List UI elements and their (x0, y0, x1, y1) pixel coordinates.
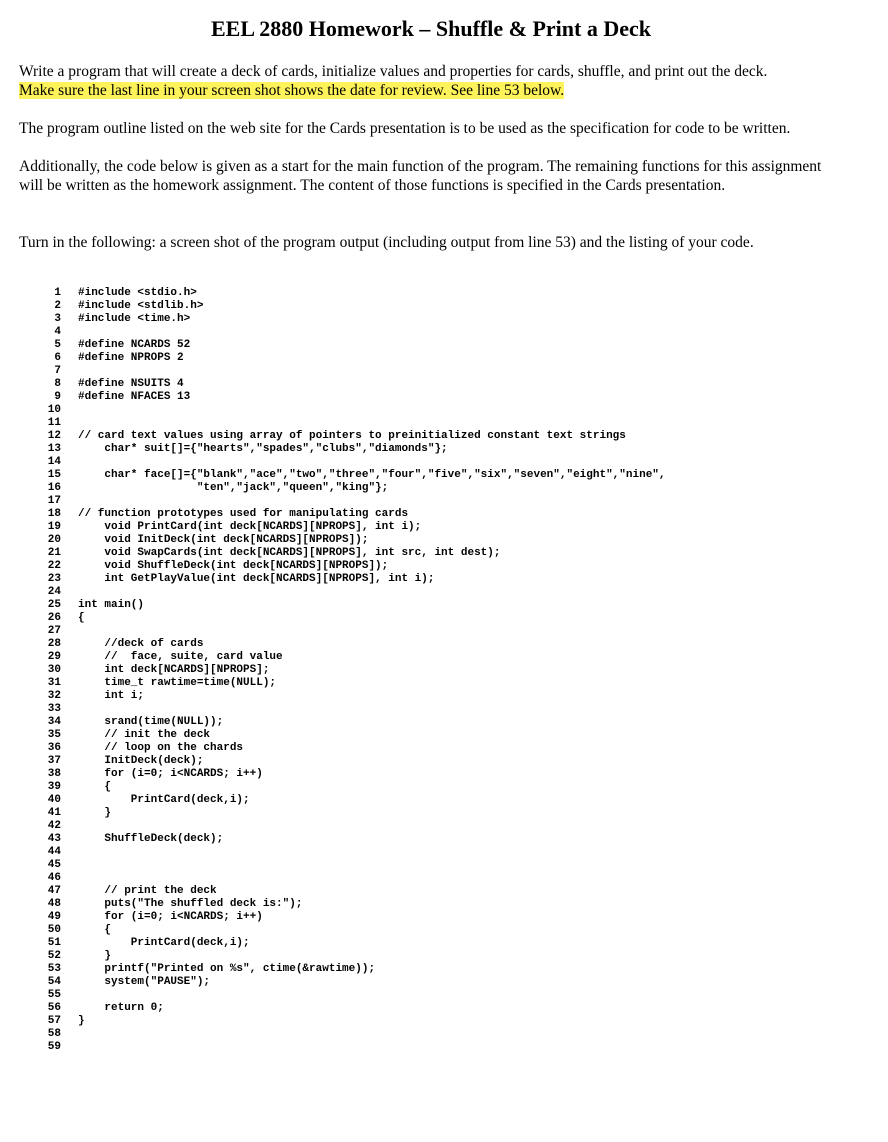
code-text: for (i=0; i<NCARDS; i++) (78, 768, 263, 780)
code-line (0, 313, 880, 326)
code-line (0, 820, 880, 833)
code-line (0, 794, 880, 807)
code-line (0, 482, 880, 495)
code-line (0, 430, 880, 443)
code-text: char* suit[]={"hearts","spades","clubs","diamonds"}; (78, 443, 448, 455)
code-line (0, 287, 880, 300)
line-number: 57 (47, 1015, 61, 1027)
code-text: int main() (78, 599, 145, 611)
code-line (0, 365, 880, 378)
code-line (0, 391, 880, 404)
line-number: 32 (47, 690, 61, 702)
line-number: 39 (47, 781, 61, 793)
code-text: srand(time(NULL)); (78, 716, 224, 728)
code-line (0, 846, 880, 859)
line-number: 49 (47, 911, 61, 923)
line-number: 13 (47, 443, 61, 455)
code-line (0, 781, 880, 794)
line-number: 45 (47, 859, 61, 871)
line-number: 5 (54, 339, 61, 351)
line-number: 53 (47, 963, 61, 975)
code-text: { (78, 924, 112, 936)
code-line (0, 1041, 880, 1054)
code-text: #define NPROPS 2 (78, 352, 184, 364)
additional-paragraph: Additionally, the code below is given as a start for the main function of the program. The remaining functions for this assignment will be written as the homework assignment. The content of those functions is specified in the Cards presentation. (19, 158, 822, 194)
code-line (0, 703, 880, 716)
code-text: // loop on the chards (78, 742, 244, 754)
page-title: EEL 2880 Homework – Shuffle & Print a Deck (211, 16, 651, 41)
line-number: 26 (47, 612, 61, 624)
line-number: 18 (47, 508, 61, 520)
line-number: 31 (47, 677, 61, 689)
turnin-paragraph: Turn in the following: a screen shot of the program output (including output from line 53) and the listing of your code. (19, 234, 754, 251)
line-number: 50 (47, 924, 61, 936)
code-line (0, 573, 880, 586)
code-line (0, 859, 880, 872)
line-number: 30 (47, 664, 61, 676)
code-listing (0, 287, 880, 1054)
code-line (0, 677, 880, 690)
code-text: void ShuffleDeck(int deck[NCARDS][NPROPS]); (78, 560, 389, 572)
code-text: // print the deck (78, 885, 217, 897)
code-line (0, 976, 880, 989)
line-number: 48 (47, 898, 61, 910)
line-number: 46 (47, 872, 61, 884)
line-number: 19 (47, 521, 61, 533)
line-number: 11 (47, 417, 61, 429)
code-text: } (78, 807, 112, 819)
line-number: 36 (47, 742, 61, 754)
code-text: PrintCard(deck,i); (78, 794, 250, 806)
intro-paragraph (19, 62, 849, 100)
code-text: #define NFACES 13 (78, 391, 191, 403)
line-number: 16 (47, 482, 61, 494)
line-number: 43 (47, 833, 61, 845)
line-number: 33 (47, 703, 61, 715)
line-number: 8 (54, 378, 61, 390)
code-text: PrintCard(deck,i); (78, 937, 250, 949)
code-line (0, 963, 880, 976)
line-number: 27 (47, 625, 61, 637)
code-line (0, 872, 880, 885)
line-number: 38 (47, 768, 61, 780)
line-number: 54 (47, 976, 61, 988)
code-text: #define NCARDS 52 (78, 339, 191, 351)
code-text: void InitDeck(int deck[NCARDS][NPROPS]); (78, 534, 369, 546)
line-number: 24 (47, 586, 61, 598)
code-text: // card text values using array of pointers to preinitialized constant text strings (78, 430, 626, 442)
code-line (0, 521, 880, 534)
line-number: 10 (47, 404, 61, 416)
code-text: void SwapCards(int deck[NCARDS][NPROPS], int src, int dest); (78, 547, 501, 559)
line-number: 12 (47, 430, 61, 442)
line-number: 17 (47, 495, 61, 507)
code-text: "ten","jack","queen","king"}; (78, 482, 389, 494)
code-line (0, 417, 880, 430)
line-number: 56 (47, 1002, 61, 1014)
code-line (0, 664, 880, 677)
line-number: 55 (47, 989, 61, 1001)
code-text: //deck of cards (78, 638, 204, 650)
code-line (0, 911, 880, 924)
code-line (0, 495, 880, 508)
code-line (0, 1015, 880, 1028)
line-number: 2 (54, 300, 61, 312)
line-number: 15 (47, 469, 61, 481)
line-number: 59 (47, 1041, 61, 1053)
code-line (0, 534, 880, 547)
code-line (0, 755, 880, 768)
code-text: char* face[]={"blank","ace","two","three","four","five","six","seven","eight","nine", (78, 469, 666, 481)
line-number: 9 (54, 391, 61, 403)
line-number: 41 (47, 807, 61, 819)
code-line (0, 404, 880, 417)
code-line (0, 638, 880, 651)
line-number: 47 (47, 885, 61, 897)
code-line (0, 950, 880, 963)
code-text: // function prototypes used for manipulating cards (78, 508, 409, 520)
line-number: 29 (47, 651, 61, 663)
code-line (0, 443, 880, 456)
outline-paragraph: The program outline listed on the web site for the Cards presentation is to be used as the specification for code to be written. (19, 120, 791, 137)
code-line (0, 937, 880, 950)
code-line (0, 924, 880, 937)
code-line (0, 768, 880, 781)
line-number: 25 (47, 599, 61, 611)
code-text: int GetPlayValue(int deck[NCARDS][NPROPS], int i); (78, 573, 435, 585)
code-line (0, 508, 880, 521)
line-number: 35 (47, 729, 61, 741)
code-text: InitDeck(deck); (78, 755, 204, 767)
code-line (0, 690, 880, 703)
code-line (0, 326, 880, 339)
line-number: 42 (47, 820, 61, 832)
code-text: // init the deck (78, 729, 211, 741)
code-line (0, 651, 880, 664)
code-text: // face, suite, card value (78, 651, 283, 663)
code-line (0, 742, 880, 755)
code-line (0, 625, 880, 638)
code-text: #include <stdio.h> (78, 287, 197, 299)
line-number: 37 (47, 755, 61, 767)
code-text: { (78, 612, 85, 624)
line-number: 58 (47, 1028, 61, 1040)
line-number: 23 (47, 573, 61, 585)
code-text: } (78, 950, 112, 962)
code-line (0, 807, 880, 820)
code-text: } (78, 1015, 85, 1027)
line-number: 1 (54, 287, 61, 299)
code-line (0, 1028, 880, 1041)
line-number: 14 (47, 456, 61, 468)
code-text: int i; (78, 690, 145, 702)
line-number: 20 (47, 534, 61, 546)
code-text: printf("Printed on %s", ctime(&rawtime)); (78, 963, 376, 975)
code-line (0, 378, 880, 391)
code-text: { (78, 781, 112, 793)
code-line (0, 989, 880, 1002)
highlighted-instruction: Make sure the last line in your screen shot shows the date for review. See line 53 below. (19, 82, 565, 99)
code-line (0, 885, 880, 898)
code-line (0, 352, 880, 365)
code-text: puts("The shuffled deck is:"); (78, 898, 303, 910)
code-line (0, 339, 880, 352)
line-number: 6 (54, 352, 61, 364)
line-number: 44 (47, 846, 61, 858)
code-line (0, 1002, 880, 1015)
line-number: 28 (47, 638, 61, 650)
code-line (0, 300, 880, 313)
code-text: return 0; (78, 1002, 164, 1014)
code-text: for (i=0; i<NCARDS; i++) (78, 911, 263, 923)
code-text: #include <time.h> (78, 313, 191, 325)
line-number: 34 (47, 716, 61, 728)
line-number: 22 (47, 560, 61, 572)
code-text: time_t rawtime=time(NULL); (78, 677, 277, 689)
code-line (0, 612, 880, 625)
code-line (0, 729, 880, 742)
line-number: 51 (47, 937, 61, 949)
code-line (0, 547, 880, 560)
line-number: 4 (54, 326, 61, 338)
code-text: int deck[NCARDS][NPROPS]; (78, 664, 270, 676)
code-text: #define NSUITS 4 (78, 378, 184, 390)
code-text: system("PAUSE"); (78, 976, 211, 988)
code-line (0, 469, 880, 482)
code-line (0, 716, 880, 729)
code-text: void PrintCard(int deck[NCARDS][NPROPS], int i); (78, 521, 422, 533)
code-line (0, 456, 880, 469)
code-line (0, 833, 880, 846)
code-line (0, 586, 880, 599)
code-text: #include <stdlib.h> (78, 300, 204, 312)
line-number: 52 (47, 950, 61, 962)
line-number: 21 (47, 547, 61, 559)
code-line (0, 560, 880, 573)
code-line (0, 898, 880, 911)
line-number: 7 (54, 365, 61, 377)
line-number: 40 (47, 794, 61, 806)
intro-text: Write a program that will create a deck of cards, initialize values and properties for cards, shuffle, and print out the deck. (19, 63, 768, 80)
code-line (0, 599, 880, 612)
code-text: ShuffleDeck(deck); (78, 833, 224, 845)
line-number: 3 (54, 313, 61, 325)
